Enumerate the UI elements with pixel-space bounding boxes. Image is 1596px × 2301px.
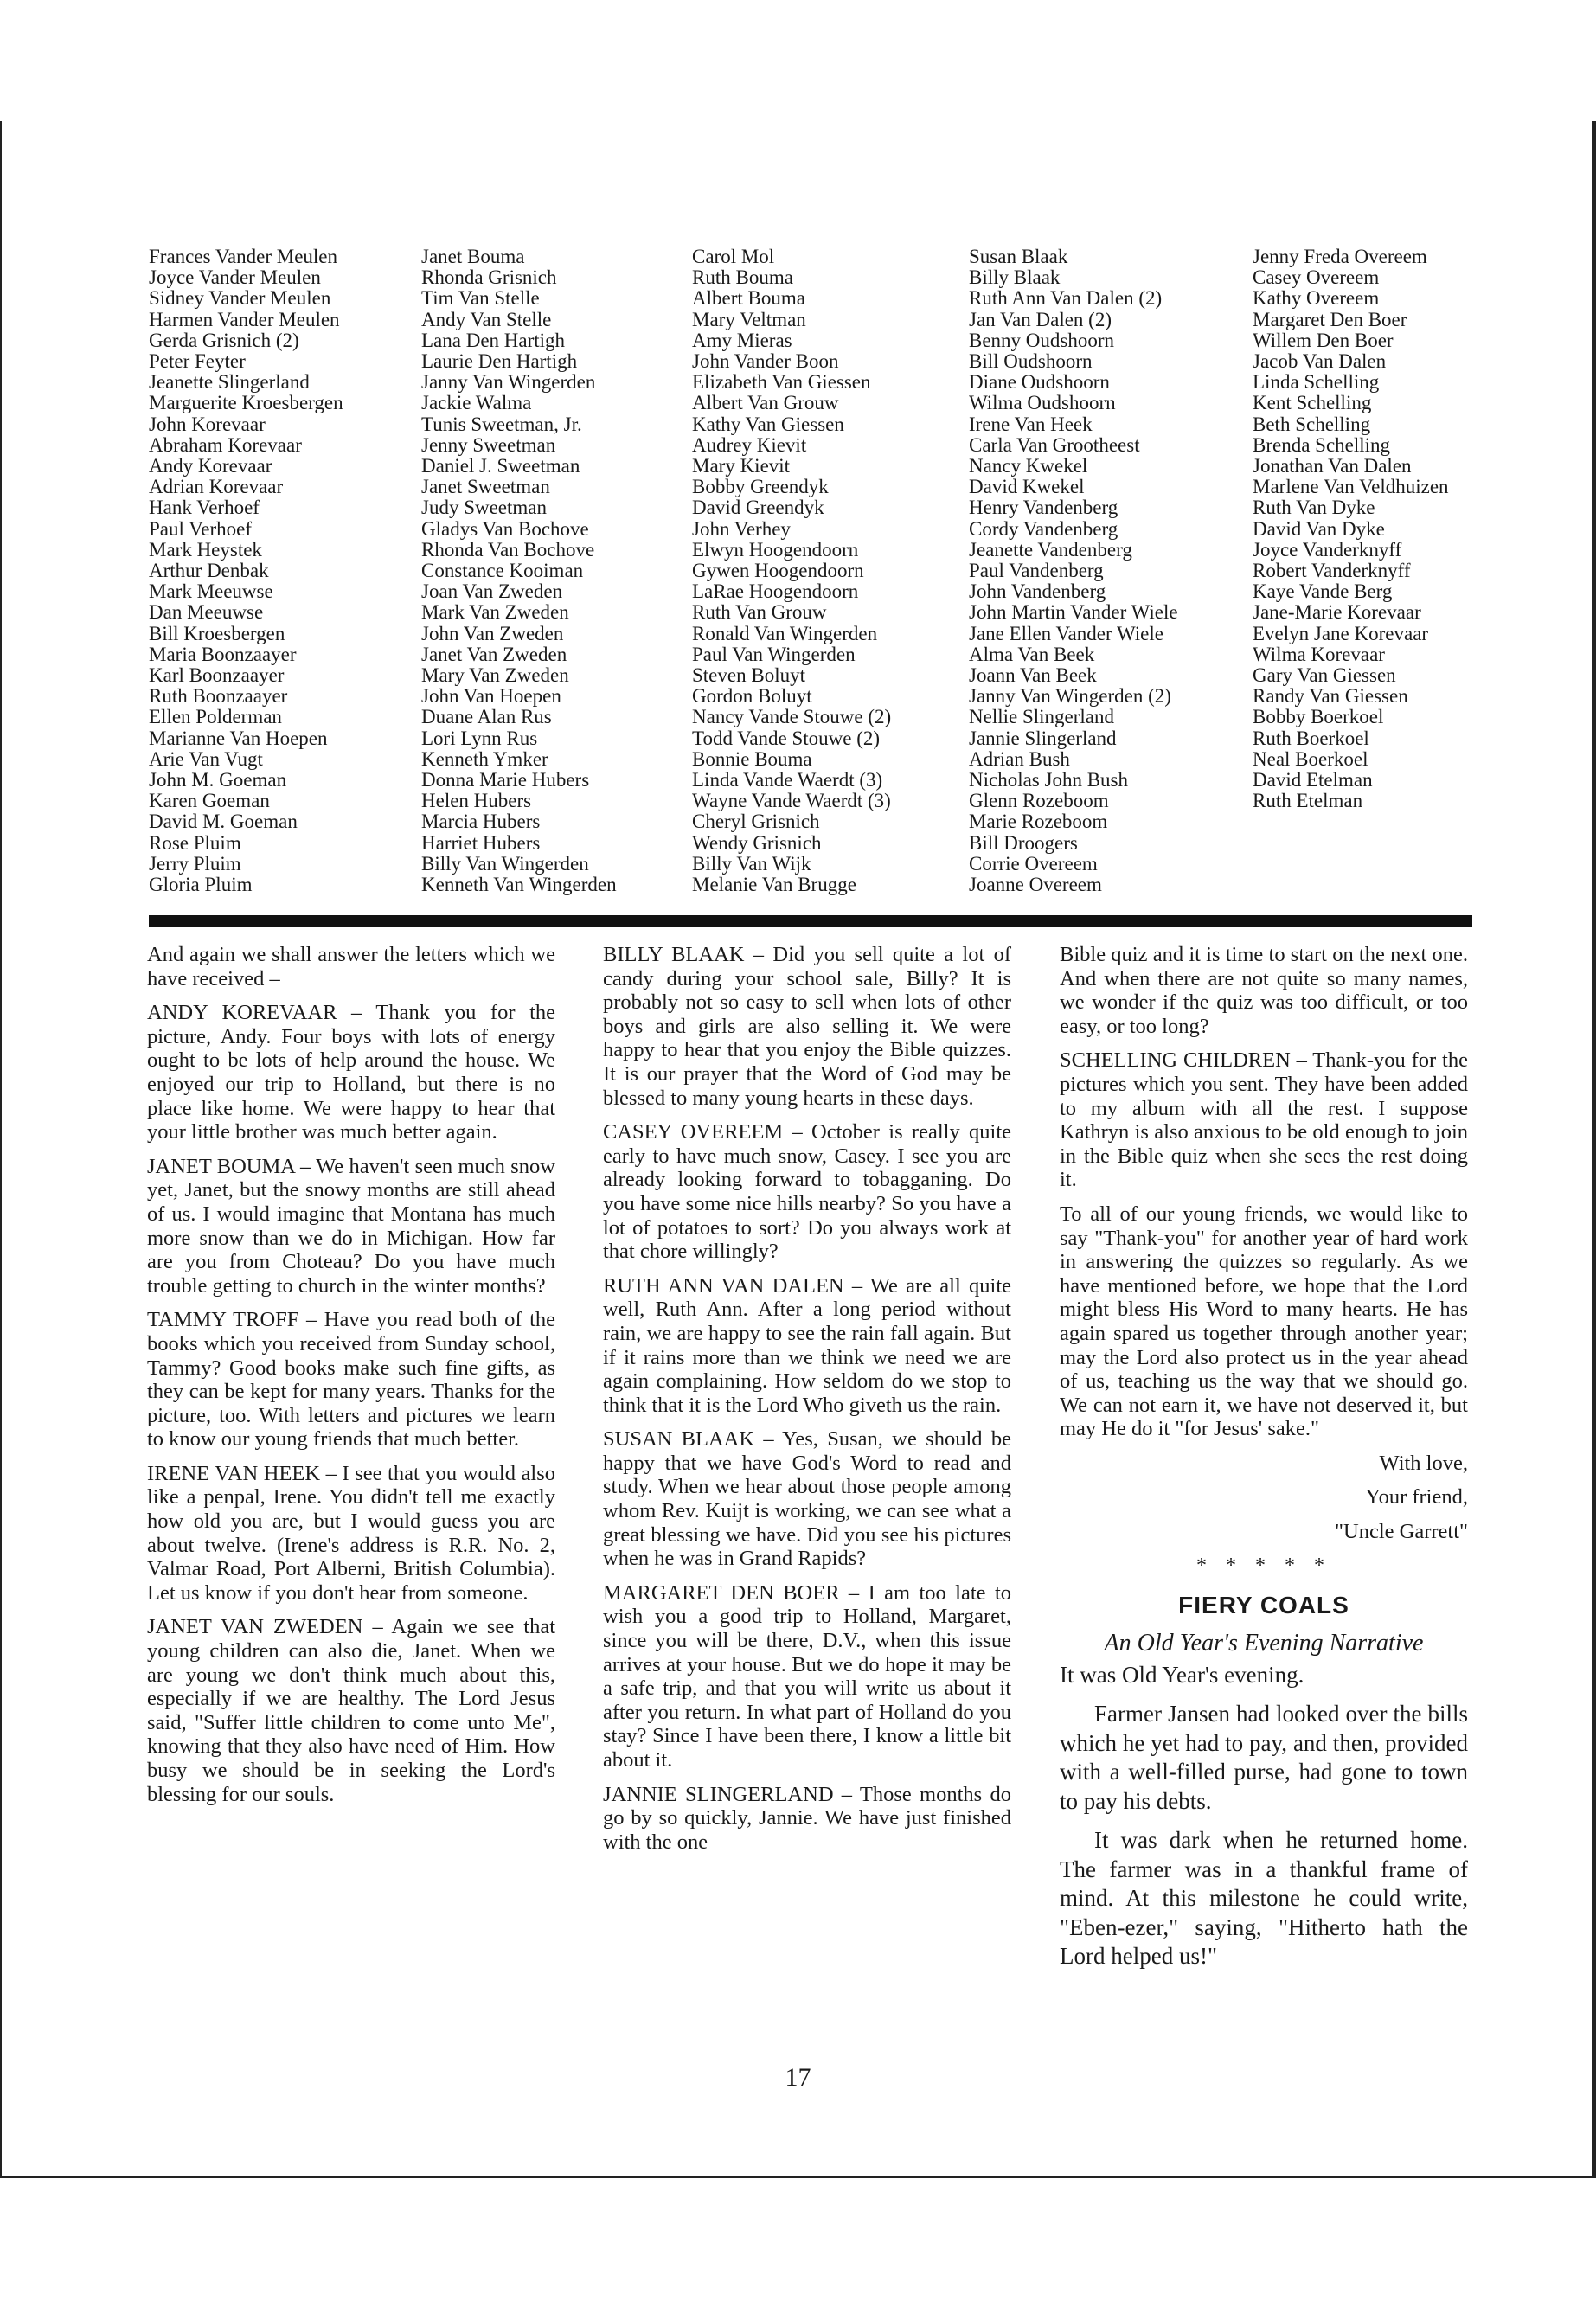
name-entry: Marianne Van Hoepen	[149, 727, 328, 749]
name-entry: Marguerite Kroesbergen	[149, 392, 343, 414]
name-entry: Helen Hubers	[421, 790, 532, 812]
name-entry: Elizabeth Van Giessen	[692, 371, 871, 394]
name-entry: Ronald Van Wingerden	[692, 622, 878, 644]
name-entry: Gywen Hoogendoorn	[692, 560, 864, 582]
name-entry: Jerry Pluim	[149, 852, 241, 875]
name-column-4	[969, 247, 1178, 895]
name-entry: Jackie Walma	[421, 392, 532, 414]
name-entry: Rhonda Van Bochove	[421, 538, 595, 561]
name-entry: Harmen Vander Meulen	[149, 308, 340, 330]
name-entry: Arie Van Vugt	[149, 747, 263, 770]
name-entry: Albert Van Grouw	[692, 392, 839, 414]
name-entry: Gary Van Giessen	[1253, 664, 1396, 687]
name-entry: Paul Vandenberg	[969, 560, 1104, 582]
name-entry: Steven Boluyt	[692, 664, 805, 687]
name-entry: Adrian Bush	[969, 747, 1070, 770]
name-entry: Bill Oudshoorn	[969, 350, 1093, 373]
name-column-2	[421, 247, 617, 895]
name-entry: Marlene Van Veldhuizen	[1253, 476, 1449, 498]
name-entry: Irene Van Heek	[969, 413, 1093, 435]
name-entry: Billy Blaak	[969, 266, 1061, 289]
letter-paragraph: JANNIE SLINGERLAND – Those months do go by so quickly, Jannie. We have just finished with the one	[603, 1782, 1011, 1854]
name-entry: Casey Overeem	[1253, 266, 1380, 289]
name-entry: Bill Droogers	[969, 831, 1078, 854]
name-entry: Kathy Van Giessen	[692, 413, 844, 435]
name-entry: Amy Mieras	[692, 329, 792, 351]
letter-paragraph: RUTH ANN VAN DALEN – We are all quite well, Ruth Ann. After a long period without rain, we are happy to see the rain fall again. But if it rains more than we think we need we are again complaining. How seldom do we stop to think that it is the Lord Who giveth us the rain.	[603, 1273, 1011, 1417]
letter-paragraph: JANET BOUMA – We haven't seen much snow yet, Janet, but the snowy months are still ahead of us. I would imagine that Montana has much more snow than we do in Michigan. How far are you from Choteau? Do you have much trouble getting to church in the winter months?	[147, 1154, 555, 1298]
name-entry: Karl Boonzaayer	[149, 664, 285, 687]
name-entry: Rose Pluim	[149, 831, 241, 854]
name-entry: Henry Vandenberg	[969, 497, 1118, 519]
letter-paragraph: ANDY KOREVAAR – Thank you for the picture, Andy. Four boys with lots of energy ought to be lots of help around the house. We enjoyed our trip to Holland, but there is no place like home. We were happy to hear that your little brother was much better again.	[147, 1001, 555, 1144]
name-entry: Wendy Grisnich	[692, 831, 822, 854]
name-entry: David Etelman	[1253, 769, 1373, 792]
name-entry: Constance Kooiman	[421, 560, 584, 582]
name-entry: Harriet Hubers	[421, 831, 541, 854]
name-entry: Bonnie Bouma	[692, 747, 812, 770]
name-entry: Ruth Bouma	[692, 266, 793, 289]
name-entry: Nancy Kwekel	[969, 455, 1088, 478]
name-list	[149, 247, 1481, 904]
name-entry: Tunis Sweetman, Jr.	[421, 413, 582, 435]
name-entry: Randy Van Giessen	[1253, 685, 1408, 708]
name-entry: Joan Van Zweden	[421, 580, 563, 603]
letter-paragraph: And again we shall answer the letters which we have received –	[147, 943, 555, 990]
name-entry: Hank Verhoef	[149, 497, 260, 519]
letter-paragraph: SCHELLING CHILDREN – Thank-you for the pictures which you sent. They have been added to my album with all the rest. I suppose Kathryn is also anxious to be old enough to join in the Bible quiz when she sees the rest doing it.	[1060, 1048, 1468, 1192]
name-entry: Bill Kroesbergen	[149, 622, 285, 644]
signature-line: With love,	[1379, 1451, 1468, 1475]
name-entry: Karen Goeman	[149, 790, 270, 812]
name-entry: Todd Vande Stouwe (2)	[692, 727, 881, 749]
name-entry: Linda Schelling	[1253, 371, 1380, 394]
name-entry: Jenny Freda Overeem	[1253, 246, 1427, 267]
name-entry: David Greendyk	[692, 497, 824, 519]
name-entry: Arthur Denbak	[149, 560, 269, 582]
name-entry: Mary Van Zweden	[421, 664, 569, 687]
name-entry: Mark Heystek	[149, 538, 262, 561]
name-entry: LaRae Hoogendoorn	[692, 580, 859, 603]
name-entry: Tim Van Stelle	[421, 287, 540, 310]
page-number: 17	[785, 2063, 811, 2092]
name-entry: Ruth Boerkoel	[1253, 727, 1369, 749]
name-entry: Alma Van Beek	[969, 643, 1095, 665]
name-entry: Jenny Sweetman	[421, 433, 556, 456]
name-entry: Bobby Greendyk	[692, 476, 829, 498]
name-entry: John Vandenberg	[969, 580, 1106, 603]
divider-bar	[149, 915, 1472, 927]
name-entry: Abraham Korevaar	[149, 433, 302, 456]
name-column-5	[1253, 247, 1449, 811]
letter-paragraph: MARGARET DEN BOER – I am too late to wish you a good trip to Holland, Margaret, since you will be there, D.V., when this issue arrives at your house. But we do hope it may be a safe trip, and that you will write us about it after you return. In what part of Holland do you stay? Since I have been there, I know a little bit about it.	[603, 1580, 1011, 1772]
signature-line: "Uncle Garrett"	[1335, 1520, 1468, 1544]
story-paragraph: It was dark when he returned home. The farmer was in a thankful frame of mind. At this milestone he could write, "Eben-ezer," saying, "Hitherto hath the Lord helped us!"	[1060, 1827, 1468, 1970]
letter-paragraph: SUSAN BLAAK – Yes, Susan, we should be happy that we have God's Word to read and study. When we hear about those people among whom Rev. Kuijt is working, we can see what a great blessing we have. Did you see his pictures when he was in Grand Rapids?	[603, 1427, 1011, 1571]
name-entry: Andy Korevaar	[149, 455, 272, 478]
name-entry: Donna Marie Hubers	[421, 769, 590, 792]
name-entry: Ruth Van Dyke	[1253, 497, 1375, 519]
name-entry: Gordon Boluyt	[692, 685, 812, 708]
letters-column-2	[603, 943, 1011, 1864]
letter-paragraph: TAMMY TROFF – Have you read both of the books which you received from Sunday school, Tammy? Good books make such fine gifts, as they can be kept for many years. Thanks for the picture, too. With letters and pictures we learn to know our young friends that much better.	[147, 1308, 555, 1452]
name-entry: Kaye Vande Berg	[1253, 580, 1393, 603]
name-entry: Joyce Vanderknyff	[1253, 538, 1402, 561]
name-entry: Corrie Overeem	[969, 852, 1098, 875]
name-entry: Mark Van Zweden	[421, 601, 569, 624]
name-entry: Janet Bouma	[421, 246, 525, 267]
name-entry: Lori Lynn Rus	[421, 727, 538, 749]
name-entry: John Van Hoepen	[421, 685, 561, 708]
name-entry: Joyce Vander Meulen	[149, 266, 321, 289]
letter-paragraph: To all of our young friends, we would like to say "Thank-you" for another year of hard work in answering the quizzes so regularly. As we have mentioned before, we hope that the Lord might bless His Word to many hearts. He has again spared us together through another year; may the Lord also protect us in the year ahead of us, teaching us the way that we should go. We can not earn it, we have not deserved it, but may He do it "for Jesus' sake."	[1060, 1202, 1468, 1441]
name-entry: Maria Boonzaayer	[149, 643, 297, 665]
name-entry: Neal Boerkoel	[1253, 747, 1368, 770]
story-paragraph: Farmer Jansen had looked over the bills which he yet had to pay, and then, provided with a well-filled purse, had gone to town to pay his debts.	[1060, 1701, 1468, 1814]
name-entry: Gladys Van Bochove	[421, 517, 589, 540]
name-entry: Frances Vander Meulen	[149, 246, 338, 267]
name-entry: Janny Van Wingerden (2)	[969, 685, 1171, 708]
name-entry: Jannie Slingerland	[969, 727, 1117, 749]
name-entry: John Martin Vander Wiele	[969, 601, 1178, 624]
name-entry: Elwyn Hoogendoorn	[692, 538, 859, 561]
name-entry: Marcia Hubers	[421, 811, 541, 833]
name-entry: Carla Van Grootheest	[969, 433, 1140, 456]
name-entry: Melanie Van Brugge	[692, 874, 856, 896]
name-entry: Jane-Marie Korevaar	[1253, 601, 1421, 624]
name-entry: John Verhey	[692, 517, 791, 540]
name-entry: Robert Vanderknyff	[1253, 560, 1411, 582]
name-entry: Brenda Schelling	[1253, 433, 1391, 456]
story-paragraph: It was Old Year's evening.	[1060, 1661, 1304, 1688]
name-entry: Jeanette Slingerland	[149, 371, 310, 394]
name-entry: Peter Feyter	[149, 350, 246, 373]
name-entry: Janny Van Wingerden	[421, 371, 596, 394]
section-separator: * * * * *	[1196, 1554, 1331, 1577]
name-entry: Jonathan Van Dalen	[1253, 455, 1412, 478]
name-column-3	[692, 247, 891, 895]
name-entry: Nicholas John Bush	[969, 769, 1128, 792]
name-column-1	[149, 247, 343, 895]
name-entry: Beth Schelling	[1253, 413, 1371, 435]
name-entry: Joanne Overeem	[969, 874, 1102, 896]
name-entry: Adrian Korevaar	[149, 476, 284, 498]
name-entry: Audrey Kievit	[692, 433, 807, 456]
name-entry: Ruth Ann Van Dalen (2)	[969, 287, 1163, 310]
name-entry: Marie Rozeboom	[969, 811, 1108, 833]
letter-paragraph: JANET VAN ZWEDEN – Again we see that young children can also die, Janet. When we are young we don't think much about this, especially if we are healthy. The Lord Jesus said, "Suffer little children to come unto Me", knowing that they also have need of Him. How busy we should be in seeking the Lord's blessing for our souls.	[147, 1615, 555, 1806]
name-entry: Gerda Grisnich (2)	[149, 329, 299, 351]
name-entry: John Van Zweden	[421, 622, 564, 644]
name-entry: Kenneth Ymker	[421, 747, 548, 770]
name-entry: Cordy Vandenberg	[969, 517, 1118, 540]
name-entry: Rhonda Grisnich	[421, 266, 557, 289]
name-entry: Janet Van Zweden	[421, 643, 567, 665]
name-entry: Lana Den Hartigh	[421, 329, 566, 351]
name-entry: Dan Meeuwse	[149, 601, 264, 624]
name-entry: Judy Sweetman	[421, 497, 548, 519]
name-entry: John Korevaar	[149, 413, 266, 435]
name-entry: Mark Meeuwse	[149, 580, 273, 603]
name-entry: Kathy Overeem	[1253, 287, 1380, 310]
name-entry: Willem Den Boer	[1253, 329, 1394, 351]
name-entry: David Kwekel	[969, 476, 1085, 498]
letter-paragraph: IRENE VAN HEEK – I see that you would also like a penpal, Irene. You didn't tell me exactly how old you are, but I would guess you are about twelve. (Irene's address is R.R. No. 2, Valmar Road, Port Alberni, British Columbia). Let us know if you don't hear from someone.	[147, 1461, 555, 1605]
name-entry: Jeanette Vandenberg	[969, 538, 1132, 561]
name-entry: Gloria Pluim	[149, 874, 253, 896]
name-entry: Mary Kievit	[692, 455, 791, 478]
name-entry: Nellie Slingerland	[969, 706, 1114, 728]
name-entry: Jane Ellen Vander Wiele	[969, 622, 1163, 644]
name-entry: Bobby Boerkoel	[1253, 706, 1384, 728]
letter-paragraph: CASEY OVEREEM – October is really quite early to have much snow, Casey. I see you are already looking forward to tobagganing. Do you have some nice hills nearby? So you have a lot of potatoes to sort? Do you always work at that chore willingly?	[603, 1120, 1011, 1264]
name-entry: Paul Van Wingerden	[692, 643, 856, 665]
name-entry: Paul Verhoef	[149, 517, 253, 540]
article-heading: FIERY COALS	[1178, 1592, 1349, 1619]
name-entry: Ruth Van Grouw	[692, 601, 827, 624]
name-entry: Billy Van Wijk	[692, 852, 811, 875]
name-entry: Jan Van Dalen (2)	[969, 308, 1112, 330]
name-entry: Diane Oudshoorn	[969, 371, 1110, 394]
name-entry: Wayne Vande Waerdt (3)	[692, 790, 891, 812]
name-entry: John M. Goeman	[149, 769, 287, 792]
name-entry: John Vander Boon	[692, 350, 839, 373]
name-entry: Susan Blaak	[969, 246, 1068, 267]
letters-column-1	[147, 943, 555, 1817]
name-entry: Benny Oudshoorn	[969, 329, 1115, 351]
name-entry: Linda Vande Waerdt (3)	[692, 769, 883, 792]
name-entry: Wilma Oudshoorn	[969, 392, 1116, 414]
letter-paragraph: Bible quiz and it is time to start on the next one. And when there are not quite so many names, we wonder if the quiz was too difficult, or too easy, or too long?	[1060, 943, 1468, 1038]
name-entry: Duane Alan Rus	[421, 706, 552, 728]
name-entry: Daniel J. Sweetman	[421, 455, 580, 478]
name-entry: Ruth Boonzaayer	[149, 685, 288, 708]
name-entry: Andy Van Stelle	[421, 308, 552, 330]
name-entry: Kenneth Van Wingerden	[421, 874, 617, 896]
name-entry: Joann Van Beek	[969, 664, 1097, 687]
name-entry: Ruth Etelman	[1253, 790, 1363, 812]
name-entry: Jacob Van Dalen	[1253, 350, 1387, 373]
name-entry: Janet Sweetman	[421, 476, 550, 498]
name-entry: Sidney Vander Meulen	[149, 287, 331, 310]
letters-column-3	[1060, 943, 1468, 1982]
name-entry: Nancy Vande Stouwe (2)	[692, 706, 892, 728]
name-entry: David Van Dyke	[1253, 517, 1385, 540]
name-entry: Glenn Rozeboom	[969, 790, 1109, 812]
signature-line: Your friend,	[1365, 1485, 1468, 1509]
name-entry: Wilma Korevaar	[1253, 643, 1385, 665]
name-entry: Evelyn Jane Korevaar	[1253, 622, 1429, 644]
name-entry: David M. Goeman	[149, 811, 298, 833]
name-entry: Mary Veltman	[692, 308, 806, 330]
letter-paragraph: BILLY BLAAK – Did you sell quite a lot of candy during your school sale, Billy? It is probably not so easy to sell when lots of other boys and girls are also selling it. We were happy to hear that you enjoy the Bible quizzes. It is our prayer that the Word of God may be blessed to many young hearts in these days.	[603, 943, 1011, 1110]
name-entry: Billy Van Wingerden	[421, 852, 589, 875]
name-entry: Ellen Polderman	[149, 706, 282, 728]
name-entry: Kent Schelling	[1253, 392, 1372, 414]
name-entry: Laurie Den Hartigh	[421, 350, 578, 373]
article-subtitle: An Old Year's Evening Narrative	[1104, 1629, 1424, 1657]
name-entry: Margaret Den Boer	[1253, 308, 1407, 330]
name-entry: Cheryl Grisnich	[692, 811, 820, 833]
name-entry: Albert Bouma	[692, 287, 805, 310]
name-entry: Carol Mol	[692, 246, 775, 267]
